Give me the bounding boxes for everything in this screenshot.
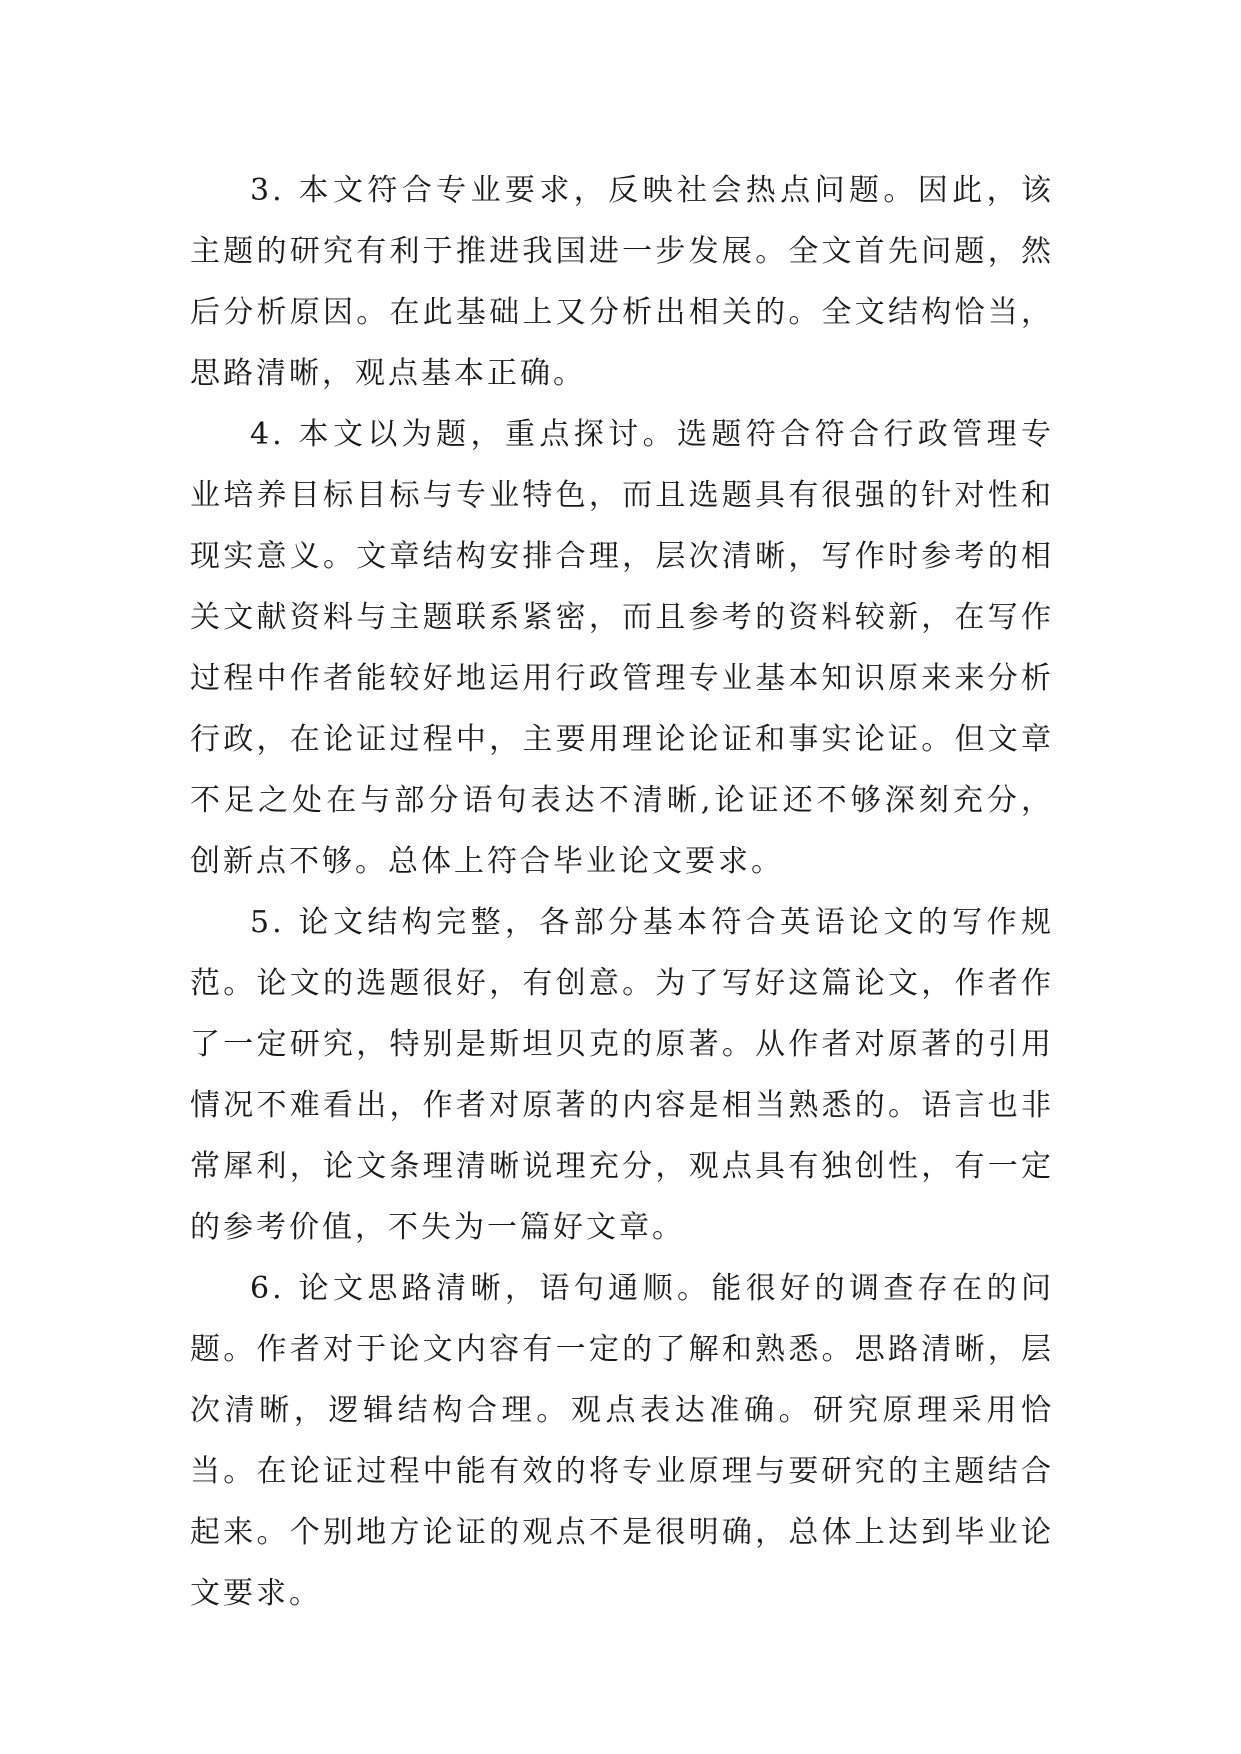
- review-paragraph-4: 4. 本文以为题，重点探讨。选题符合符合行政管理专业培养目标目标与专业特色，而且选题具有很强的针对性和现实意义。文章结构安排合理，层次清晰，写作时参考的相关文献资料与主题联系紧密，而且参考的资料较新，在写作过程中作者能较好地运用行政管理专业基本知识原来来分析行政，在论证过程中，主要用理论论证和事实论证。但文章不足之处在与部分语句表达不清晰,论证还不够深刻充分，创新点不够。总体上符合毕业论文要求。: [190, 417, 1054, 879]
- review-paragraph-3: 3. 本文符合专业要求，反映社会热点问题。因此，该主题的研究有利于推进我国进一步发展。全文首先问题，然后分析原因。在此基础上又分析出相关的。全文结构恰当，思路清晰，观点基本正确。: [190, 173, 1054, 391]
- review-paragraph-5: 5. 论文结构完整，各部分基本符合英语论文的写作规范。论文的选题很好，有创意。为了写好这篇论文，作者作了一定研究，特别是斯坦贝克的原著。从作者对原著的引用情况不难看出，作者对原著的内容是相当熟悉的。语言也非常犀利，论文条理清晰说理充分，观点具有独创性，有一定的参考价值，不失为一篇好文章。: [190, 905, 1054, 1245]
- review-paragraph-6: 6. 论文思路清晰，语句通顺。能很好的调查存在的问题。作者对于论文内容有一定的了解和熟悉。思路清晰，层次清晰，逻辑结构合理。观点表达准确。研究原理采用恰当。在论证过程中能有效的将专业原理与要研究的主题结合起来。个别地方论证的观点不是很明确，总体上达到毕业论文要求。: [190, 1271, 1054, 1611]
- document-body: [190, 160, 1054, 1624]
